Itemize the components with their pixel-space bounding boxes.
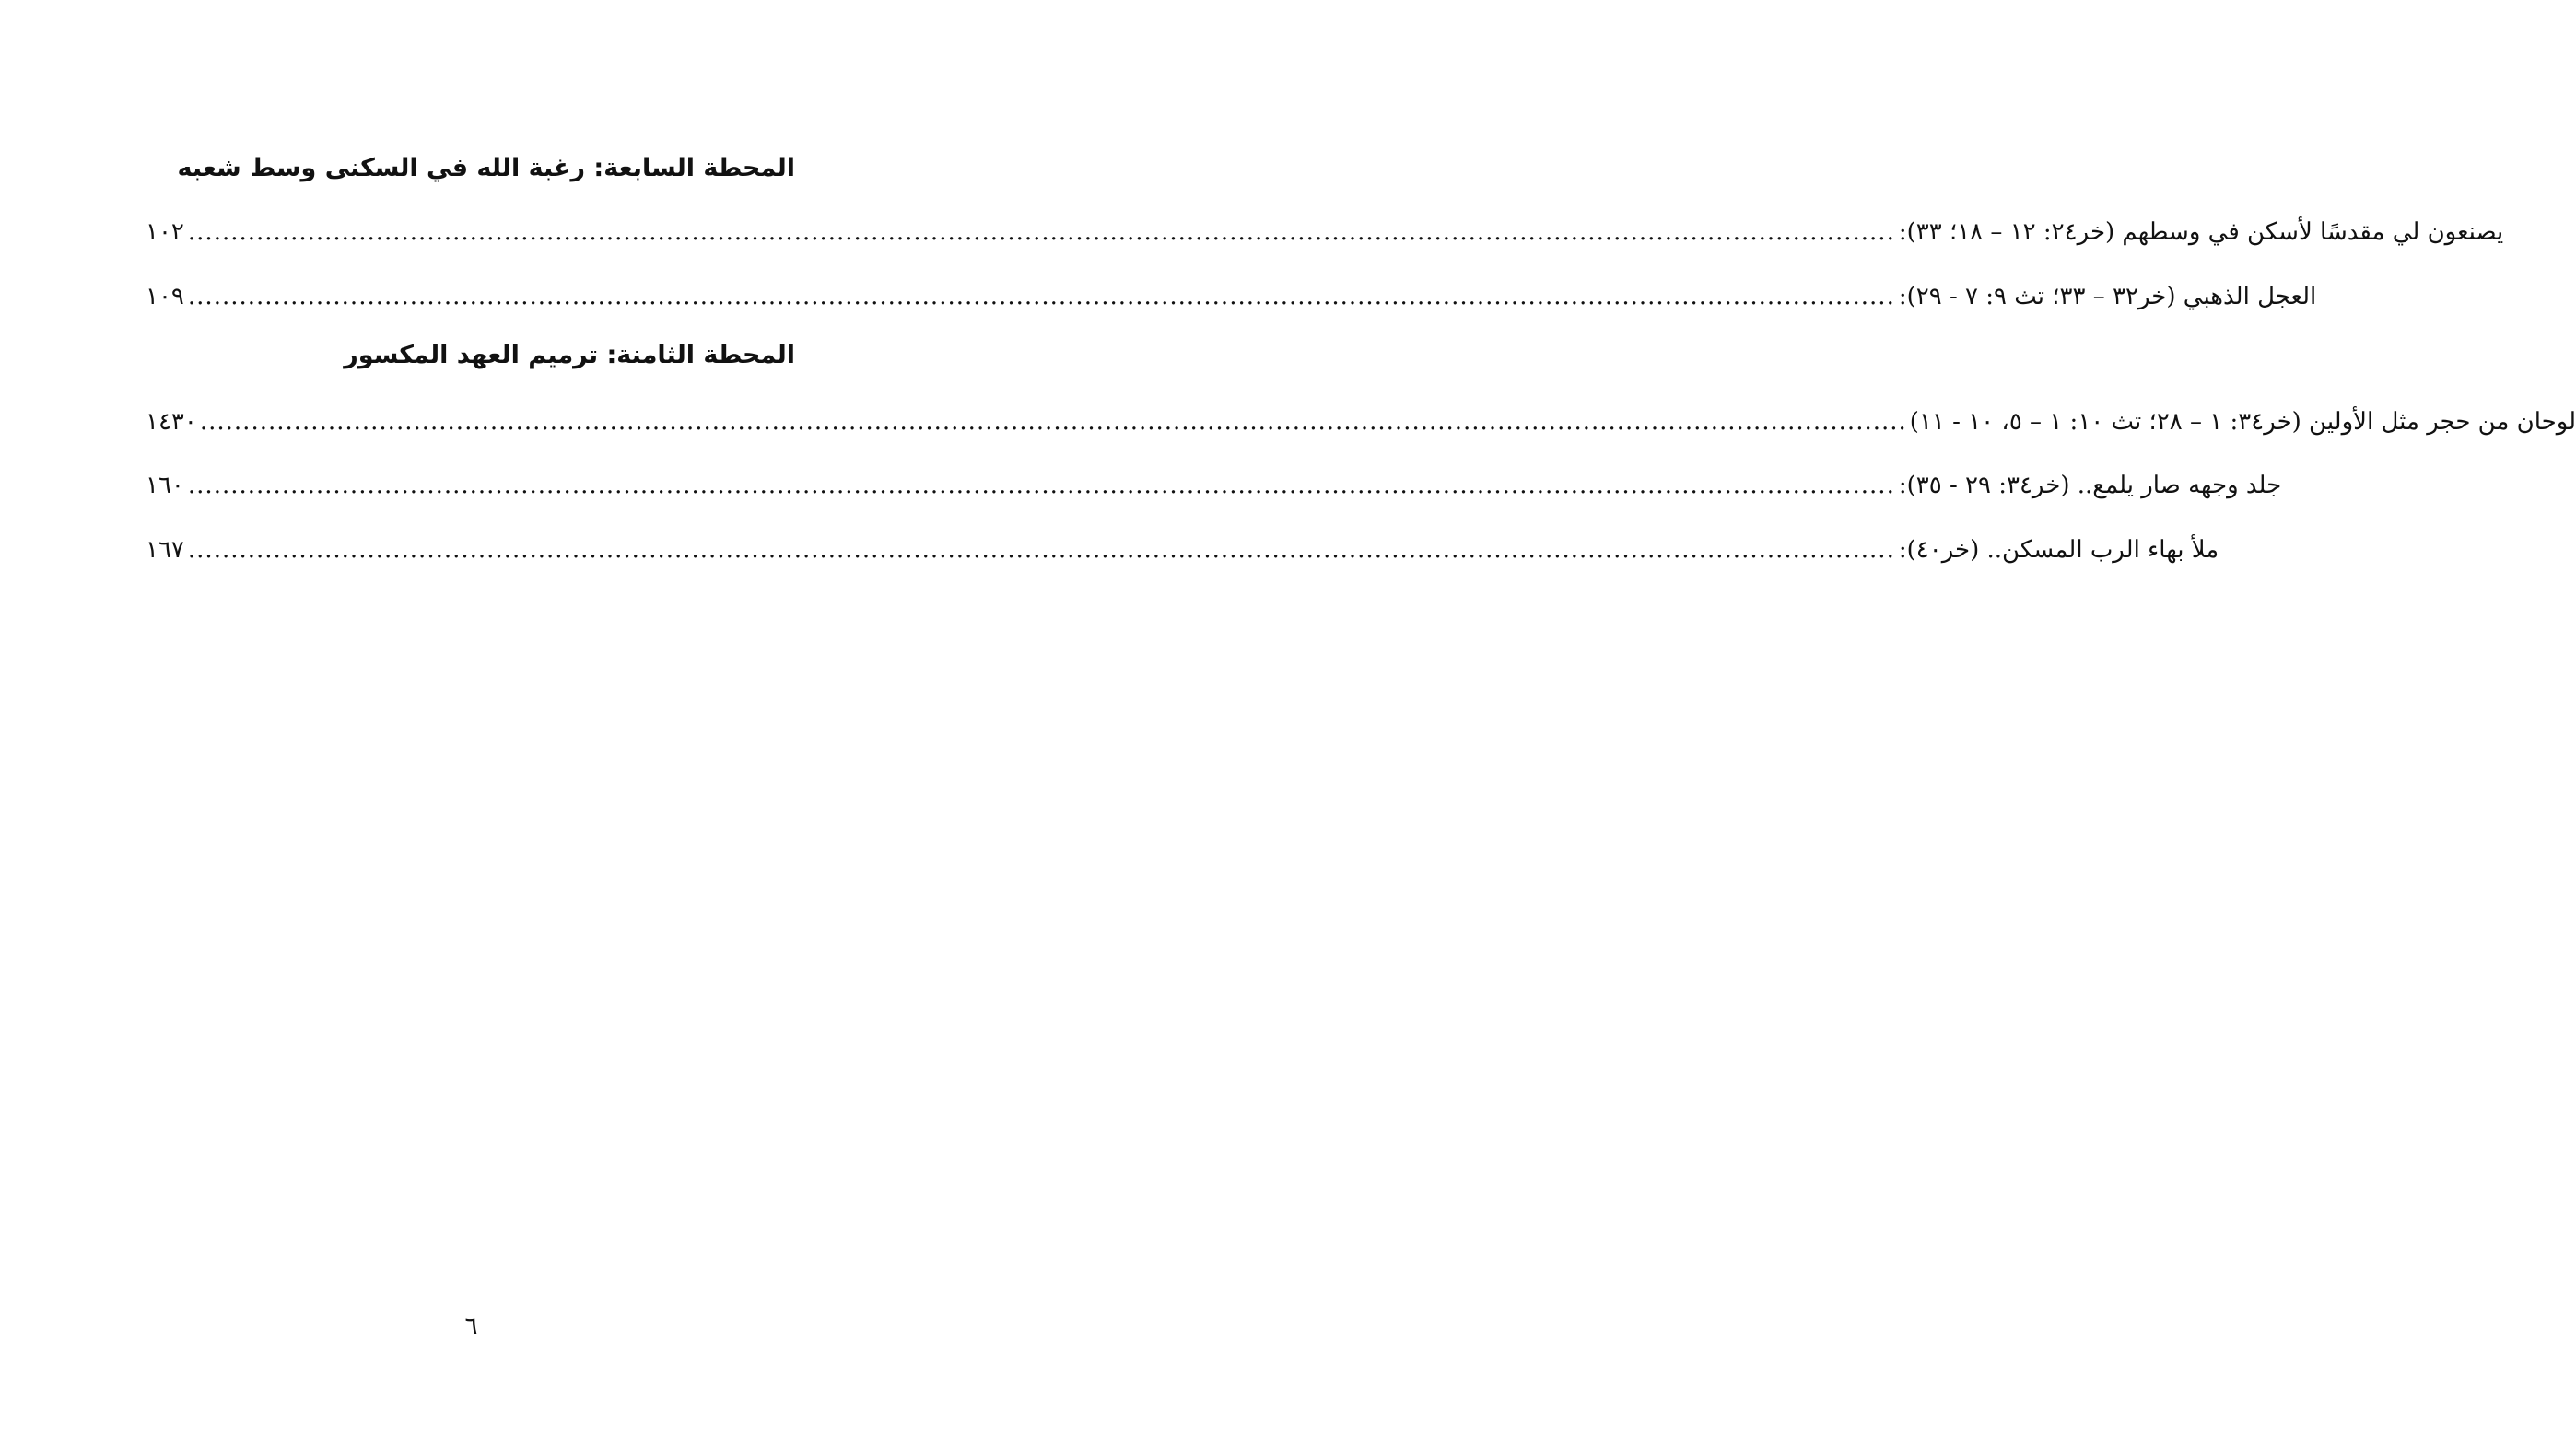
toc-entry-page: ١٠٩ bbox=[146, 283, 184, 310]
toc-entry bbox=[146, 402, 2576, 442]
toc-entry-title: ملأ بهاء الرب المسكن.. (خر٤٠): bbox=[1898, 536, 2219, 564]
toc-entry bbox=[146, 465, 2282, 506]
page-number: ٦ bbox=[464, 1313, 478, 1340]
toc-entry-page: ١٦٠ bbox=[146, 472, 184, 499]
toc-entry bbox=[146, 276, 2317, 317]
toc-entry-page: ١٦٧ bbox=[146, 536, 184, 564]
toc-leader-dots: ........................................................................................................................................................................................................ bbox=[187, 472, 1895, 499]
toc-leader-dots: ........................................................................................................................................................................................................ bbox=[199, 408, 1907, 436]
toc-entry-title: لوحان من حجر مثل الأولين (خر٣٤: ١ – ٢٨؛ تث ١٠: ١ – ٥، ١٠ - ١١) bbox=[1909, 408, 2576, 436]
section-heading-eighth-station: المحطة الثامنة: ترميم العهد المكسور bbox=[344, 341, 795, 369]
toc-leader-dots: ........................................................................................................................................................................................................ bbox=[187, 283, 1895, 310]
toc-entry bbox=[146, 212, 2504, 252]
section-heading-seventh-station: المحطة السابعة: رغبة الله في السكنى وسط شعبه bbox=[177, 154, 795, 182]
toc-entry-title: العجل الذهبي (خر٣٢ – ٣٣؛ تث ٩: ٧ - ٢٩): bbox=[1898, 283, 2317, 310]
toc-entry-title: جلد وجهه صار يلمع.. (خر٣٤: ٢٩ - ٣٥): bbox=[1898, 472, 2282, 499]
toc-entry bbox=[146, 530, 2219, 570]
toc-entry-title: يصنعون لي مقدسًا لأسكن في وسطهم (خر٢٤: ١٢ – ١٨؛ ٣٣): bbox=[1898, 218, 2504, 246]
toc-entry-page: ١٤٣٠ bbox=[146, 408, 197, 436]
toc-leader-dots: ........................................................................................................................................................................................................ bbox=[187, 218, 1895, 246]
toc-leader-dots: ........................................................................................................................................................................................................ bbox=[187, 536, 1895, 564]
toc-entry-page: ١٠٢ bbox=[146, 218, 184, 246]
